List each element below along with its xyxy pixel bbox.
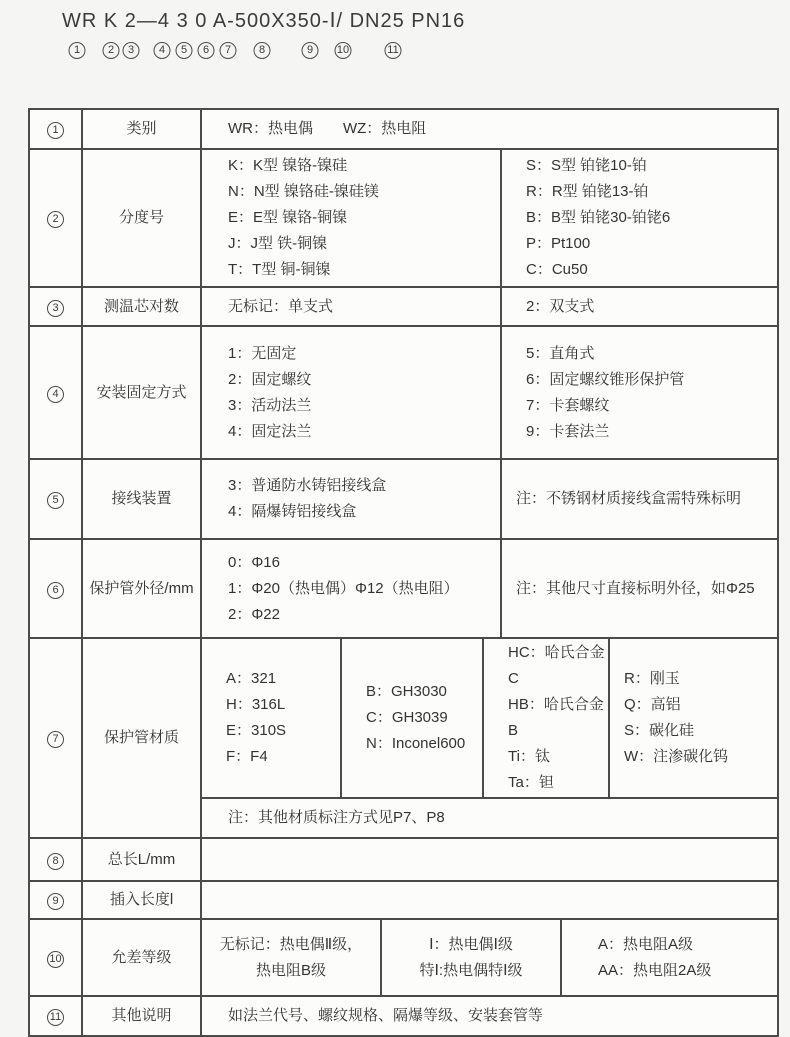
circled-number-icon: 3 — [47, 300, 64, 317]
list-item: W：注渗碳化钨 — [624, 748, 729, 765]
list-item: C：Cu50 — [526, 261, 588, 278]
list-item: H：316L — [226, 696, 286, 713]
row-label: 保护管外径/mm — [82, 539, 201, 638]
row-label: 允差等级 — [82, 919, 201, 996]
circled-number-icon: 7 — [220, 42, 237, 59]
list-item: A：热电阻A级 — [598, 935, 694, 953]
list-item: 5：直角式 — [526, 344, 595, 362]
list-item: 7：卡套螺纹 — [526, 396, 610, 414]
list-item: 1：Φ20（热电偶）Φ12（热电阻） — [228, 579, 459, 597]
row-content-left — [201, 459, 501, 539]
list-item: 6：固定螺纹锥形保护管 — [526, 370, 685, 388]
list-item: K：K型 镍铬-镍硅 — [228, 157, 348, 174]
row-number-cell — [29, 838, 82, 881]
row-content-right: 2：双支式 — [501, 287, 778, 326]
circled-number-icon: 5 — [176, 42, 193, 59]
list-item: 4：隔爆铸铝接线盒 — [228, 503, 357, 520]
list-item: J：J型 铁-铜镍 — [228, 235, 328, 252]
circled-number-icon: 3 — [123, 42, 140, 59]
table-row — [29, 459, 778, 539]
circled-number-icon: 8 — [254, 42, 271, 59]
list-item: P：Pt100 — [526, 235, 591, 252]
row-content-right — [501, 326, 778, 459]
list-item: 无标记：热电偶Ⅱ级， — [219, 935, 363, 953]
list-item: Ti：钛 — [508, 748, 550, 765]
material-col-3 — [483, 638, 609, 798]
list-item: F：F4 — [226, 748, 268, 765]
row-number-cell — [29, 149, 82, 287]
list-item: 9：卡套法兰 — [526, 422, 610, 440]
list-item: 特Ⅰ:热电偶特Ⅰ级 — [419, 961, 523, 979]
model-code: WR K 2—4 3 0 A-500X350-Ⅰ/ DN25 PN16 — [62, 10, 466, 32]
row-number-cell — [29, 638, 82, 838]
table-row — [29, 539, 778, 638]
tolerance-col-1 — [201, 919, 381, 996]
row-number-cell — [29, 109, 82, 149]
row-number-cell — [29, 919, 82, 996]
circled-number-icon: 10 — [335, 42, 352, 59]
row-number-cell — [29, 326, 82, 459]
circled-number-icon: 5 — [47, 492, 64, 509]
list-item: R：R型 铂铑13-铂 — [526, 183, 649, 200]
row-content: 如法兰代号、螺纹规格、隔爆等级、安装套管等 — [201, 996, 778, 1036]
table-row — [29, 109, 778, 149]
list-item: HB：哈氏合金B — [508, 696, 604, 739]
row-content: WR：热电偶 WZ：热电阻 — [201, 109, 778, 149]
row-number-cell — [29, 996, 82, 1036]
row-content-left: 无标记：单支式 — [201, 287, 501, 326]
row-label: 安装固定方式 — [82, 326, 201, 459]
list-item: S：S型 铂铑10-铂 — [526, 157, 647, 174]
row-content-left — [201, 326, 501, 459]
circled-number-icon: 11 — [385, 42, 402, 59]
circled-number-icon: 9 — [47, 893, 64, 910]
list-item: E：310S — [226, 722, 287, 739]
table-row — [29, 996, 778, 1036]
row-content-right — [501, 149, 778, 287]
table-row — [29, 149, 778, 287]
position-markers — [0, 42, 790, 62]
material-col-1 — [201, 638, 341, 798]
row-label: 插入长度l — [82, 881, 201, 919]
circled-number-icon: 1 — [47, 122, 64, 139]
table-row — [29, 881, 778, 919]
row-content — [201, 838, 778, 881]
list-item: HC：哈氏合金C — [508, 644, 605, 687]
list-item: 1：无固定 — [228, 344, 297, 362]
row-number-cell — [29, 459, 82, 539]
spec-table — [28, 108, 779, 1037]
list-item: N：Inconel600 — [366, 735, 466, 752]
list-item: C：GH3039 — [366, 709, 448, 726]
table-row — [29, 326, 778, 459]
list-item: S：碳化硅 — [624, 722, 695, 739]
row-content-right: 注：不锈钢材质接线盒需特殊标明 — [501, 459, 778, 539]
table-row — [29, 287, 778, 326]
list-item: N：N型 镍铬硅-镍硅镁 — [228, 183, 379, 200]
row-label: 分度号 — [82, 149, 201, 287]
row-number-cell — [29, 881, 82, 919]
list-item: T：T型 铜-铜镍 — [228, 261, 331, 278]
circled-number-icon: 9 — [302, 42, 319, 59]
row-label: 其他说明 — [82, 996, 201, 1036]
list-item: B：B型 铂铑30-铂铑6 — [526, 209, 671, 226]
circled-number-icon: 10 — [47, 951, 64, 968]
row-content — [201, 881, 778, 919]
row-content-left — [201, 149, 501, 287]
circled-number-icon: 6 — [198, 42, 215, 59]
table-row — [29, 919, 778, 996]
list-item: Q：高铝 — [624, 696, 681, 713]
row-label: 类别 — [82, 109, 201, 149]
row-label: 总长L/mm — [82, 838, 201, 881]
tolerance-col-3 — [561, 919, 778, 996]
row-content-left — [201, 539, 501, 638]
circled-number-icon: 11 — [47, 1009, 64, 1026]
circled-number-icon: 2 — [103, 42, 120, 59]
table-row — [29, 638, 778, 798]
row-number-cell — [29, 539, 82, 638]
list-item: A：321 — [226, 670, 277, 687]
list-item: 3：活动法兰 — [228, 396, 312, 414]
circled-number-icon: 7 — [47, 731, 64, 748]
list-item: E：E型 镍铬-铜镍 — [228, 209, 348, 226]
list-item: 3：普通防水铸铝接线盒 — [228, 477, 387, 494]
circled-number-icon: 1 — [69, 42, 86, 59]
material-col-4 — [609, 638, 778, 798]
row-label: 接线装置 — [82, 459, 201, 539]
list-item: 0：Φ16 — [228, 553, 280, 571]
table-row — [29, 838, 778, 881]
circled-number-icon: 2 — [47, 211, 64, 228]
list-item: 2：Φ22 — [228, 605, 280, 623]
row-label: 测温芯对数 — [82, 287, 201, 326]
list-item: 热电阻B级 — [255, 961, 326, 979]
circled-number-icon: 8 — [47, 853, 64, 870]
circled-number-icon: 4 — [47, 386, 64, 403]
circled-number-icon: 6 — [47, 582, 64, 599]
list-item: 2：固定螺纹 — [228, 370, 312, 388]
circled-number-icon: 4 — [154, 42, 171, 59]
list-item: Ⅰ：热电偶Ⅰ级 — [429, 935, 513, 953]
material-col-2 — [341, 638, 483, 798]
row-content-right: 注：其他尺寸直接标明外径，如Φ25 — [501, 539, 778, 638]
material-note: 注：其他材质标注方式见P7、P8 — [201, 798, 778, 838]
list-item: R：刚玉 — [624, 670, 680, 687]
tolerance-col-2 — [381, 919, 561, 996]
list-item: Ta：钽 — [508, 774, 554, 791]
row-label: 保护管材质 — [82, 638, 201, 838]
list-item: 4：固定法兰 — [228, 422, 312, 440]
list-item: B：GH3030 — [366, 683, 447, 700]
list-item: AA：热电阻2A级 — [598, 961, 712, 979]
row-number-cell — [29, 287, 82, 326]
